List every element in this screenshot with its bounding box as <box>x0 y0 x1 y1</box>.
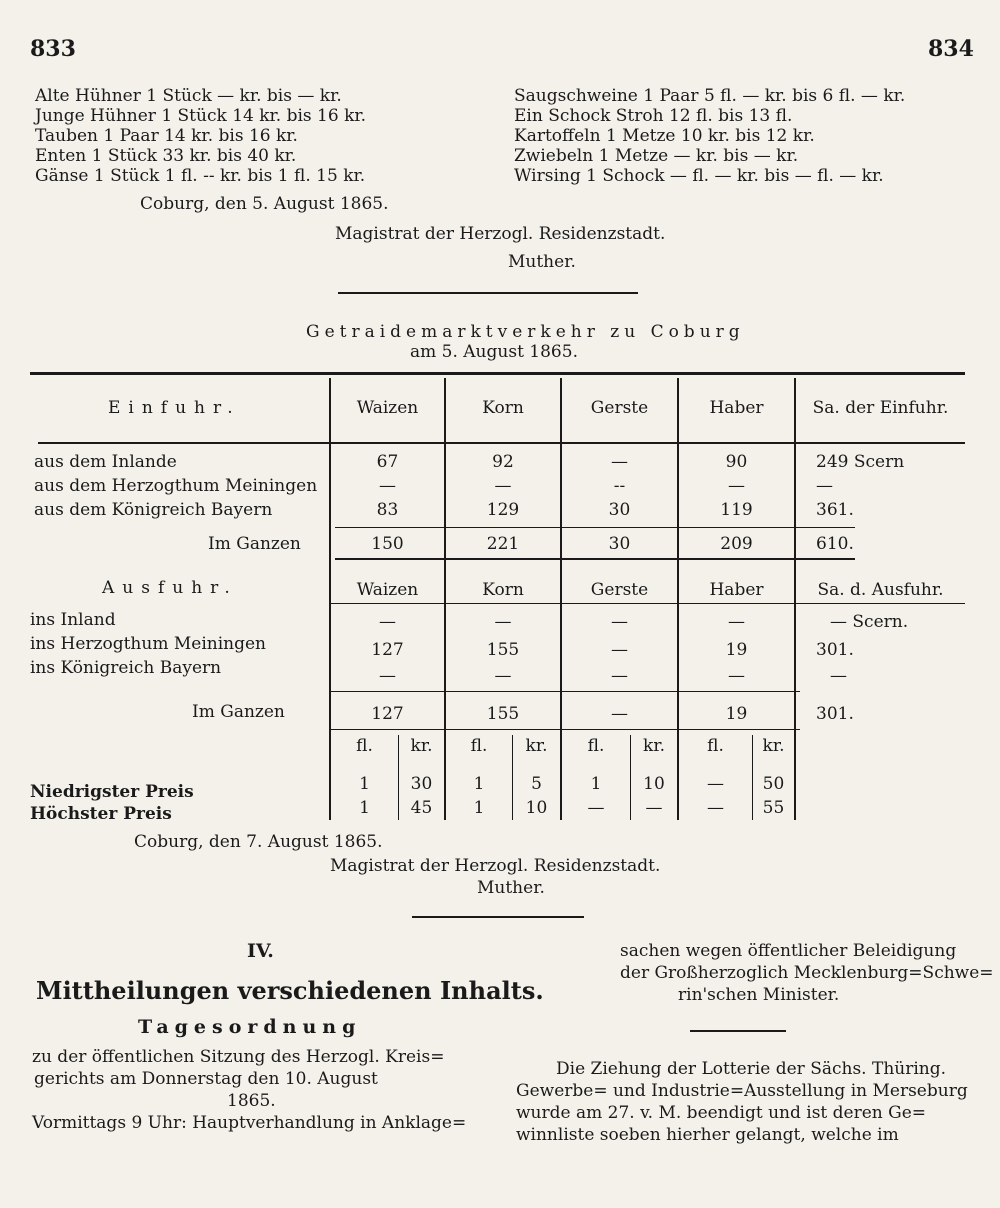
row-label: Höchster Preis <box>30 804 172 824</box>
total-cell: — <box>611 704 628 724</box>
table-cell: — <box>494 612 512 632</box>
unit-header: fl. <box>470 736 488 756</box>
row-label: aus dem Königreich Bayern <box>34 500 273 520</box>
table-cell: — <box>379 476 396 496</box>
table-cell: 249 Scern <box>816 452 905 472</box>
price-line: Enten 1 Stück 33 kr. bis 40 kr. <box>35 146 297 166</box>
price-cell: — <box>707 798 724 818</box>
table-cell: — <box>830 666 847 686</box>
table-rule <box>30 372 965 375</box>
price-cell: 1 <box>590 774 602 794</box>
text-line: Vormittags 9 Uhr: Hauptverhandlung in Anklage= <box>32 1113 467 1133</box>
price-cell: 55 <box>762 798 785 818</box>
total-cell: 150 <box>371 534 404 554</box>
table-cell: — <box>816 476 833 496</box>
col-header: Gerste <box>590 580 649 600</box>
col-header: Sa. der Einfuhr. <box>812 398 949 418</box>
price-line: Kartoffeln 1 Metze 10 kr. bis 12 kr. <box>514 126 815 146</box>
text-line: winnliste soeben hierher gelangt, welche im <box>516 1125 899 1145</box>
price-line: Gänse 1 Stück 1 fl. -- kr. bis 1 fl. 15 kr. <box>35 166 366 186</box>
table-rule <box>335 558 855 560</box>
divider <box>412 916 584 918</box>
market-signature: Muther. <box>508 252 576 272</box>
grain-subtitle: am 5. August 1865. <box>410 342 578 362</box>
col-header: Gerste <box>590 398 649 418</box>
table-cell: — <box>728 476 745 496</box>
price-line: Junge Hühner 1 Stück 14 kr. bis 16 kr. <box>35 106 367 126</box>
table-cell: — <box>611 666 628 686</box>
row-label: ins Inland <box>30 610 116 630</box>
table-cell: 119 <box>720 500 753 520</box>
price-cell: 10 <box>525 798 548 818</box>
table-cell: 92 <box>492 452 514 472</box>
price-cell: 30 <box>410 774 433 794</box>
price-line: Tauben 1 Paar 14 kr. bis 16 kr. <box>35 126 298 146</box>
row-label: Niedrigster Preis <box>30 782 194 802</box>
section-number: IV. <box>247 940 274 962</box>
table-rule <box>330 729 800 730</box>
agenda-text <box>32 1046 466 1134</box>
table-cell: 90 <box>725 452 748 472</box>
price-line: Alte Hühner 1 Stück — kr. bis — kr. <box>35 86 342 106</box>
total-cell: 155 <box>486 704 520 724</box>
col-header: Korn <box>482 580 524 600</box>
table-rule <box>38 442 965 444</box>
total-cell: 19 <box>725 704 748 724</box>
text-line: der Großherzoglich Mecklenburg=Schwe= <box>620 963 994 983</box>
col-header: Korn <box>482 398 524 418</box>
table-cell: 155 <box>486 640 520 660</box>
import-header: Einfuhr. <box>108 398 241 418</box>
table-cell: — <box>611 640 628 660</box>
price-cell: 1 <box>473 798 485 818</box>
total-cell: 209 <box>720 534 753 554</box>
table-cell: 67 <box>376 452 399 472</box>
unit-header: kr. <box>762 736 785 756</box>
grain-date: Coburg, den 7. August 1865. <box>134 832 383 852</box>
price-cell: 45 <box>410 798 433 818</box>
text-line: 1865. <box>227 1091 276 1111</box>
agenda-continuation <box>620 940 994 1006</box>
unit-header: kr. <box>525 736 548 756</box>
text-line: gerichts am Donnerstag den 10. August <box>34 1069 378 1089</box>
total-cell: 30 <box>608 534 631 554</box>
divider <box>690 1030 786 1032</box>
table-cell: — <box>611 612 628 632</box>
price-line: Zwiebeln 1 Metze — kr. bis — kr. <box>514 146 799 166</box>
price-cell: — <box>645 798 663 818</box>
price-cell: — <box>587 798 605 818</box>
lottery-notice <box>516 1058 968 1146</box>
page-number-right: 834 <box>928 36 974 62</box>
col-header: Waizen <box>356 398 419 418</box>
col-header: Waizen <box>356 580 419 600</box>
price-line: Saugschweine 1 Paar 5 fl. — kr. bis 6 fl. — kr. <box>514 86 906 106</box>
table-rule <box>330 691 800 692</box>
market-authority: Magistrat der Herzogl. Residenzstadt. <box>335 224 666 244</box>
total-cell: 610. <box>816 534 854 554</box>
unit-header: fl. <box>707 736 724 756</box>
market-date: Coburg, den 5. August 1865. <box>140 194 389 214</box>
row-label: aus dem Inlande <box>34 452 177 472</box>
table-cell: — <box>494 666 512 686</box>
agenda-title: Tagesordnung <box>138 1016 362 1038</box>
row-label: ins Herzogthum Meiningen <box>30 634 266 654</box>
table-cell: — <box>728 612 745 632</box>
grain-signature: Muther. <box>477 878 545 898</box>
table-cell: — <box>379 666 396 686</box>
unit-header: kr. <box>410 736 433 756</box>
table-rule <box>335 527 855 528</box>
text-line: rin'schen Minister. <box>678 985 840 1005</box>
table-cell: 83 <box>376 500 399 520</box>
section-heading: Mittheilungen verschiedenen Inhalts. <box>36 976 544 1005</box>
price-cell: 1 <box>473 774 485 794</box>
table-cell: — <box>611 452 628 472</box>
unit-header: fl. <box>356 736 373 756</box>
table-cell: — <box>379 612 396 632</box>
unit-header: kr. <box>643 736 665 756</box>
text-line: sachen wegen öffentlicher Beleidigung <box>620 941 957 961</box>
col-header: Sa. d. Ausfuhr. <box>817 580 944 600</box>
price-cell: 10 <box>643 774 665 794</box>
market-prices-left <box>35 86 366 186</box>
price-cell: — <box>707 774 724 794</box>
price-cell: 1 <box>359 774 370 794</box>
row-label: ins Königreich Bayern <box>30 658 222 678</box>
export-header: Ausfuhr. <box>102 578 238 598</box>
table-cell: — <box>728 666 745 686</box>
table-cell: 127 <box>371 640 404 660</box>
total-label: Im Ganzen <box>208 534 301 554</box>
table-rule <box>330 603 965 604</box>
col-header: Haber <box>709 398 764 418</box>
price-line: Ein Schock Stroh 12 fl. bis 13 fl. <box>514 106 793 126</box>
row-label: aus dem Herzogthum Meiningen <box>34 476 318 496</box>
grain-authority: Magistrat der Herzogl. Residenzstadt. <box>330 856 661 876</box>
table-cell: 129 <box>486 500 520 520</box>
page-number-left: 833 <box>30 36 76 62</box>
price-cell: 5 <box>531 774 542 794</box>
unit-header: fl. <box>587 736 605 756</box>
col-header: Haber <box>709 580 764 600</box>
price-line: Wirsing 1 Schock — fl. — kr. bis — fl. — kr. <box>514 166 884 186</box>
total-cell: 221 <box>486 534 520 554</box>
text-line: wurde am 27. v. M. beendigt und ist deren Ge= <box>516 1103 927 1123</box>
text-line: Gewerbe= und Industrie=Ausstellung in Merseburg <box>516 1081 968 1101</box>
text-line: Die Ziehung der Lotterie der Sächs. Thüring. <box>556 1059 947 1079</box>
table-cell: 19 <box>725 640 748 660</box>
price-cell: 1 <box>359 798 370 818</box>
table-cell: 301. <box>816 640 854 660</box>
total-label: Im Ganzen <box>192 702 285 722</box>
table-cell: -- <box>613 476 626 496</box>
grain-title: Getraidemarktverkehr zu Coburg <box>306 322 745 342</box>
table-cell: 30 <box>608 500 631 520</box>
text-line: zu der öffentlichen Sitzung des Herzogl. Kreis= <box>32 1047 445 1067</box>
table-cell: — <box>494 476 512 496</box>
total-cell: 127 <box>371 704 404 724</box>
price-cell: 50 <box>762 774 785 794</box>
table-cell: — Scern. <box>830 612 909 632</box>
table-cell: 361. <box>816 500 854 520</box>
total-cell: 301. <box>816 704 854 724</box>
divider <box>338 292 638 294</box>
market-prices-right <box>514 86 905 186</box>
